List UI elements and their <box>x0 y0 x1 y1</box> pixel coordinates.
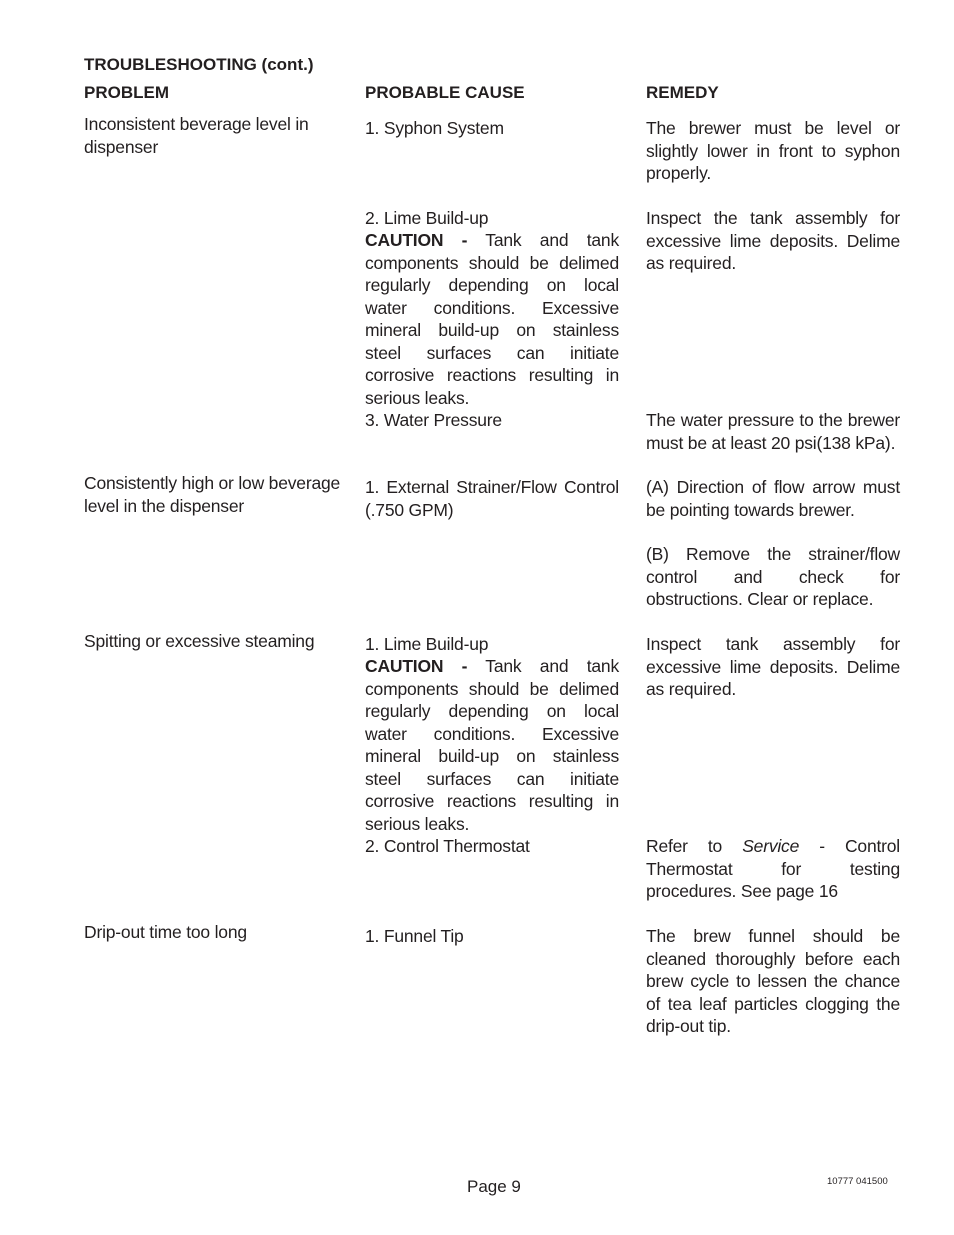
problem-drip-out-time: Drip-out time too long <box>84 922 247 942</box>
column-header-remedy: REMEDY <box>646 83 719 102</box>
cause-external-strainer: 1. External Strainer/Flow Control (.750 GPM) <box>365 477 619 520</box>
caution-text: Tank and tank components should be delimed regularly depending on local water conditions. Excessive mineral build-up on stainless steel surfaces can initiate corrosive reactions resulting in serious leaks. <box>365 230 619 408</box>
remedy-lime-buildup: Inspect the tank assembly for excessive lime deposits. Delime as required. <box>646 208 900 273</box>
cause-syphon-system: 1. Syphon System <box>365 118 504 138</box>
cause-lime-buildup: 2. Lime Build-up <box>365 208 489 228</box>
caution-label: CAUTION - <box>365 230 468 250</box>
problem-high-low-level: Consistently high or low beverage level in the dispenser <box>84 473 341 516</box>
document-code: 10777 041500 <box>827 1176 888 1187</box>
caution-note-2 <box>365 655 619 835</box>
cause-control-thermostat: 2. Control Thermostat <box>365 836 530 856</box>
column-header-cause: PROBABLE CAUSE <box>365 83 525 102</box>
cause-water-pressure: 3. Water Pressure <box>365 410 502 430</box>
problem-spitting-steaming: Spitting or excessive steaming <box>84 631 315 651</box>
column-header-problem: PROBLEM <box>84 83 169 102</box>
remedy-remove-strainer: (B) Remove the strainer/flow control and check for obstructions. Clear or replace. <box>646 544 900 609</box>
page-number: Page 9 <box>467 1177 521 1196</box>
remedy-text-pre: Refer to <box>646 836 743 856</box>
caution-note <box>365 229 619 409</box>
remedy-text-post: - Control Thermostat for testing procedures. See page 16 <box>646 836 900 901</box>
remedy-funnel-tip: The brew funnel should be cleaned thoroughly before each brew cycle to lessen the chance of tea leaf particles clogging the drip-out tip. <box>646 926 900 1036</box>
remedy-service-ref: Service <box>742 836 800 856</box>
caution-text-2: Tank and tank components should be delimed regularly depending on local water conditions. Excessive mineral build-up on stainless steel surfaces can initiate corrosive reactions resulting in serious leaks. <box>365 656 619 834</box>
remedy-control-thermostat <box>646 835 900 903</box>
remedy-lime-deposits: Inspect tank assembly for excessive lime deposits. Delime as required. <box>646 634 900 699</box>
caution-label-2: CAUTION - <box>365 656 468 676</box>
remedy-flow-arrow: (A) Direction of flow arrow must be pointing towards brewer. <box>646 477 900 520</box>
remedy-water-pressure: The water pressure to the brewer must be at least 20 psi(138 kPa). <box>646 410 900 453</box>
cause-lime-buildup-2: 1. Lime Build-up <box>365 634 489 654</box>
section-title: TROUBLESHOOTING (cont.) <box>84 55 314 74</box>
remedy-syphon-system: The brewer must be level or slightly lower in front to syphon properly. <box>646 118 900 183</box>
problem-inconsistent-level: Inconsistent beverage level in dispenser <box>84 114 309 157</box>
cause-funnel-tip: 1. Funnel Tip <box>365 926 464 946</box>
